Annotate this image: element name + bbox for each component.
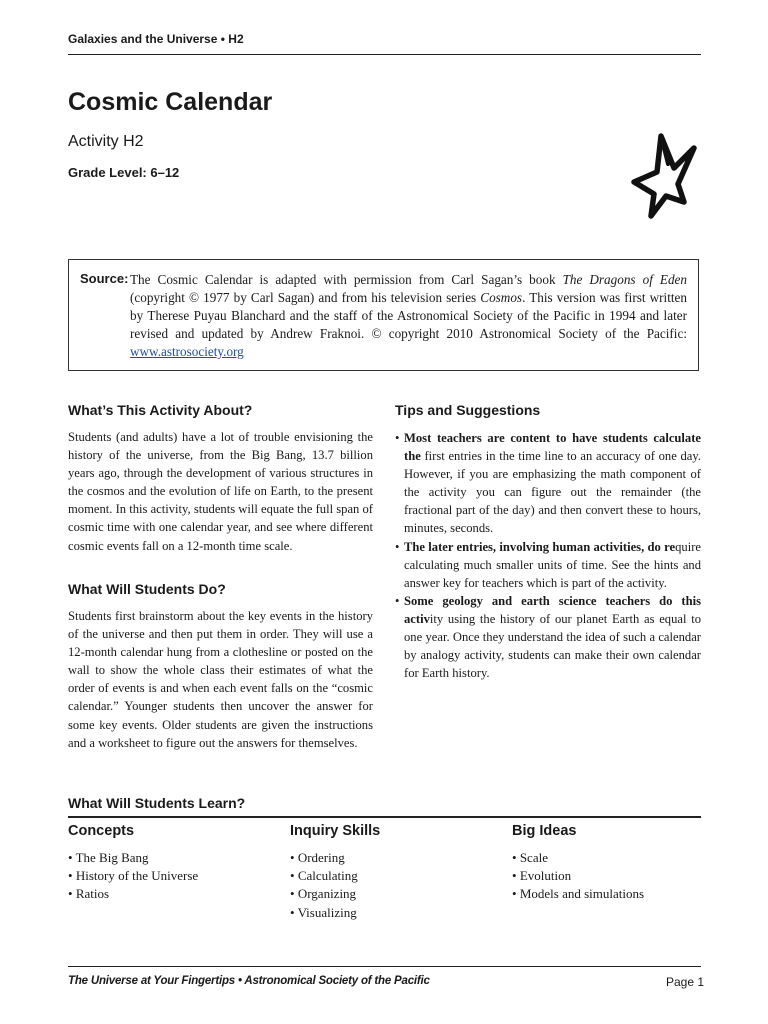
learn-rule bbox=[68, 816, 701, 818]
page-number: Page 1 bbox=[666, 975, 705, 989]
concepts-heading: Concepts bbox=[68, 823, 135, 839]
big-ideas-list bbox=[512, 849, 644, 904]
list-item bbox=[395, 429, 701, 538]
source-link[interactable]: www.astrosociety.org bbox=[130, 344, 244, 359]
inquiry-heading: Inquiry Skills bbox=[290, 823, 381, 839]
tips-heading: Tips and Suggestions bbox=[395, 402, 541, 418]
list-item: • Ordering bbox=[290, 849, 358, 867]
do-heading: What Will Students Do? bbox=[68, 581, 226, 597]
list-item: • Visualizing bbox=[290, 904, 358, 922]
source-text-part: . This version was first written by Therese Puyau Blanchard and the staff of the Astronomical Society of the Pacific in 1994 and later revised and updated by Andrew Fraknoi. © copyright 2010 Astronomical Society of the Pacific: bbox=[130, 290, 687, 341]
grade-level: Grade Level: 6–12 bbox=[68, 165, 180, 180]
tip-rest: first entries in the time line to an accuracy of one day. However, if you are emphasizing the math component of the activity you can figure out the remainder (the fractional part of the day) and then convert these to hours, minutes, seconds. bbox=[404, 449, 701, 536]
list-item: • The Big Bang bbox=[68, 849, 198, 867]
list-item bbox=[395, 592, 701, 682]
list-item: • Ratios bbox=[68, 885, 198, 903]
source-label: Source: bbox=[80, 271, 129, 286]
tip-rest: quire calculating much smaller units of time. See the hints and answer key for teachers which is part of the activity. bbox=[404, 539, 701, 590]
inquiry-list bbox=[290, 849, 358, 922]
list-item: • Scale bbox=[512, 849, 644, 867]
learn-heading: What Will Students Learn? bbox=[68, 795, 246, 811]
running-head: Galaxies and the Universe • H2 bbox=[68, 32, 244, 46]
page-title: Cosmic Calendar bbox=[68, 88, 273, 116]
source-text-part: (copyright © 1977 by Carl Sagan) and from his television series bbox=[130, 290, 481, 305]
tip-lead: Some geology and earth science teachers do this activ bbox=[404, 593, 701, 626]
source-box bbox=[68, 259, 699, 371]
source-book-title: The Dragons of Eden bbox=[562, 272, 687, 287]
big-ideas-heading: Big Ideas bbox=[512, 823, 577, 839]
header-rule bbox=[68, 54, 701, 55]
tip-rest: ity using the history of our planet Earth as equal to one year. Once they understand the idea of such a calendar by analogy activity, students can make their own calendar for Earth history. bbox=[404, 611, 701, 681]
list-item: • Organizing bbox=[290, 885, 358, 903]
star-icon bbox=[628, 132, 700, 220]
activity-label: Activity H2 bbox=[68, 133, 144, 150]
list-item: • History of the Universe bbox=[68, 867, 198, 885]
about-text: Students (and adults) have a lot of trouble envisioning the history of the universe, from the Big Bang, 13.7 billion years ago, through the development of various structures in the cosmos and the evolution of life on Earth, to the present moment. In this activity, students will equate the full span of cosmic time with one calendar year, and see where different cosmic events fall on a 12-month time scale. bbox=[68, 430, 373, 553]
source-text bbox=[130, 271, 687, 361]
list-item bbox=[395, 538, 701, 592]
list-item: • Evolution bbox=[512, 867, 644, 885]
concepts-list bbox=[68, 849, 198, 904]
do-text: Students first brainstorm about the key events in the history of the universe and then put them in order. They will use a 12-month calendar hung from a clothesline or posted on the wall to show the whole class their estimates of what the order of events is and when each event falls on the “cosmic calendar.” Younger students then uncover the answer for some key events. Older students are given the instructions and a worksheet to figure out the answers for themselves. bbox=[68, 609, 373, 750]
tip-lead: The later entries, involving human activities, do re bbox=[404, 539, 676, 554]
list-item: • Calculating bbox=[290, 867, 358, 885]
list-item: • Models and simulations bbox=[512, 885, 644, 903]
footer-rule bbox=[68, 966, 701, 967]
tip-lead: Most teachers are content to have students calculate the bbox=[404, 431, 701, 464]
source-text-part: The Cosmic Calendar is adapted with permission from Carl Sagan’s book bbox=[130, 272, 563, 287]
about-heading: What’s This Activity About? bbox=[68, 402, 253, 418]
source-series-title: Cosmos bbox=[480, 290, 523, 305]
footer-credit: The Universe at Your Fingertips • Astronomical Society of the Pacific bbox=[68, 975, 430, 987]
tips-list bbox=[395, 429, 701, 682]
